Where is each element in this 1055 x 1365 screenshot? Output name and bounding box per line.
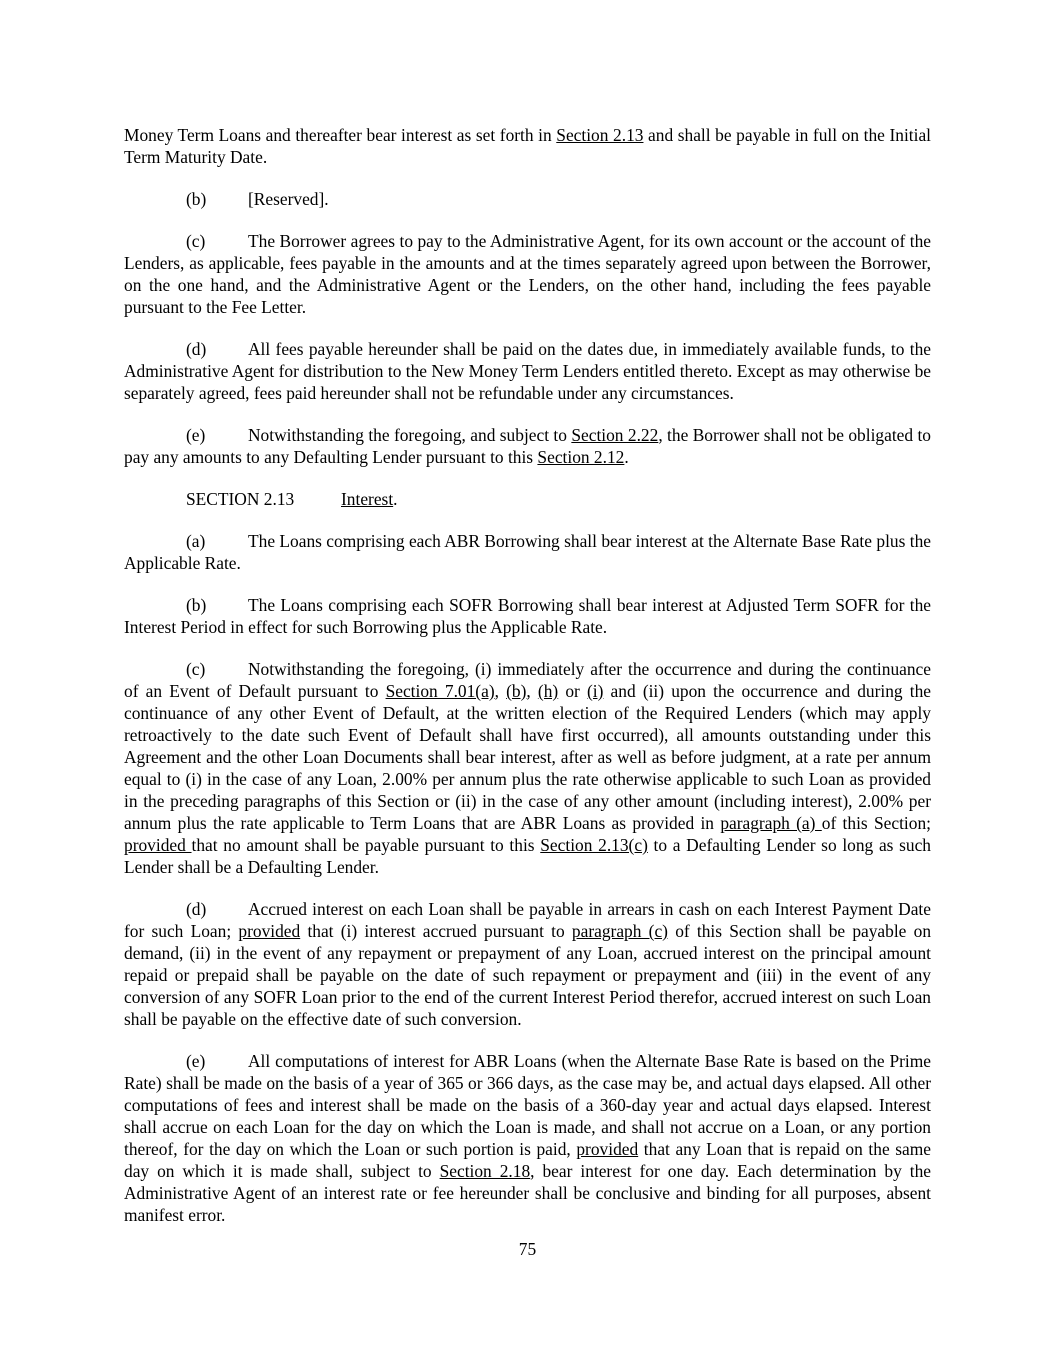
paragraph-text: Accrued interest on each Loan shall be payable in arrears in cash on each Interest Payment Date for such Loan; [124, 899, 931, 941]
document-body [124, 124, 931, 1246]
section-reference: (b) [506, 681, 527, 701]
paragraph-text: Money Term Loans and thereafter bear interest as set forth in [124, 125, 557, 145]
paragraph-text: All fees payable hereunder shall be paid on the dates due, in immediately available funds, to the Administrative Agent for distribution to the New Money Term Lenders entitled thereto. Except as may otherwise be separately agreed, fees paid hereunder shall not be refundable under any circumstances. [124, 339, 931, 403]
section-number: SECTION 2.13 [186, 489, 295, 509]
interest-paragraph-a [124, 530, 931, 574]
paragraph-text: , the Borrower shall not be obligated to pay any amounts to any Defaulting Lender pursuant to this [124, 425, 931, 467]
paragraph-label: (c) [186, 659, 206, 679]
section-reference: Section 2.13(c) [540, 835, 648, 855]
interest-paragraph-d [124, 898, 931, 1030]
paragraph-text: , bear interest for one day. Each determination by the Administrative Agent of an interest rate or fee hereunder shall be conclusive and binding for all purposes, absent manifest error. [124, 1161, 931, 1225]
paragraph-c [124, 230, 931, 318]
paragraph-label: (d) [186, 339, 207, 359]
interest-paragraph-c [124, 658, 931, 878]
paragraph-text: to a Defaulting Lender so long as such Lender shall be a Defaulting Lender. [124, 835, 931, 877]
proviso-term: provided [124, 835, 192, 855]
paragraph-reference: paragraph (a) [720, 813, 822, 833]
paragraph-text: Notwithstanding the foregoing, (i) immediately after the occurrence and during the continuance of an Event of Default pursuant to [124, 659, 931, 701]
section-reference: Section 2.18 [439, 1161, 531, 1181]
paragraph-text: The Loans comprising each ABR Borrowing shall bear interest at the Alternate Base Rate plus the Applicable Rate. [124, 531, 931, 573]
paragraph-text: and shall be payable in full on the Initial Term Maturity Date. [124, 125, 932, 167]
paragraph-text: that no amount shall be payable pursuant to this [191, 835, 541, 855]
section-reference: Section 2.12 [537, 447, 625, 467]
section-reference: Section 2.22 [571, 425, 659, 445]
paragraph-b [124, 188, 931, 210]
paragraph-text: The Loans comprising each SOFR Borrowing shall bear interest at Adjusted Term SOFR for the Interest Period in effect for such Borrowing plus the Applicable Rate. [124, 595, 931, 637]
paragraph-d [124, 338, 931, 404]
paragraph-label: (d) [186, 899, 207, 919]
paragraph-text: [Reserved]. [248, 189, 329, 209]
paragraph-text: of this Section shall be payable on demand, (ii) in the event of any repayment or prepayment of any Loan, accrued interest on the principal amount repaid or prepaid shall be payable on the date of such repayment or prepayment and (iii) in the event of any conversion of any SOFR Loan prior to the end of the current Interest Period therefor, accrued interest on such Loan shall be payable on the effective date of such conversion. [124, 921, 932, 1029]
proviso-term: provided [576, 1139, 639, 1159]
section-heading [124, 488, 931, 510]
paragraph-text: that (i) interest accrued pursuant to [300, 921, 572, 941]
proviso-term: provided [238, 921, 301, 941]
paragraph-label: (c) [186, 231, 206, 251]
section-reference: Section 2.13 [556, 125, 644, 145]
interest-paragraph-e [124, 1050, 931, 1226]
section-reference: (h) [537, 681, 559, 701]
paragraph-text: Notwithstanding the foregoing, and subject to [248, 425, 572, 445]
paragraph-label: (e) [186, 425, 206, 445]
section-reference: Section 7.01(a) [385, 681, 495, 701]
paragraph-text: , [494, 681, 507, 701]
paragraph-text: , [526, 681, 538, 701]
paragraph-text: The Borrower agrees to pay to the Administrative Agent, for its own account or the account of the Lenders, as applicable, fees payable in the amounts and at the times separately agreed upon between the Borrower, on the one hand, and the Administrative Agent or the Lenders, on the other hand, including the fees payable pursuant to the Fee Letter. [124, 231, 931, 317]
paragraph-continuation [124, 124, 931, 168]
section-title-trail: . [393, 489, 398, 509]
paragraph-text: All computations of interest for ABR Loans (when the Alternate Base Rate is based on the Prime Rate) shall be made on the basis of a year of 365 or 366 days, as the case may be, and actual days elapsed. All other computations of fees and interest shall be made on the basis of a 360-day year and actual days elapsed. Interest shall accrue on each Loan for the day on which the Loan is made, and shall not accrue on a Loan, or any portion thereof, for the day on which the Loan or such portion is paid, [124, 1051, 931, 1159]
paragraph-text: that any Loan that is repaid on the same day on which it is made shall, subject to [124, 1139, 931, 1181]
paragraph-e [124, 424, 931, 468]
paragraph-text: of this Section; [821, 813, 931, 833]
section-reference: (i) [586, 681, 604, 701]
paragraph-label: (e) [186, 1051, 206, 1071]
paragraph-label: (b) [186, 595, 207, 615]
paragraph-text: . [624, 447, 629, 467]
paragraph-text: and (ii) upon the occurrence and during the continuance of any other Event of Default, at the written election of the Required Lenders (which may apply retroactively to the date such Event of Default shall have first occurred), all amounts outstanding under this Agreement and the other Loan Documents shall bear interest, after as well as before judgment, at a rate per annum equal to (i) in the case of any Loan, 2.00% per annum plus the rate otherwise applicable to such Loan as provided in the preceding paragraphs of this Section or (ii) in the case of any other amount (including interest), 2.00% per annum plus the rate applicable to Term Loans that are ABR Loans as provided in [124, 681, 932, 833]
paragraph-label: (b) [186, 189, 207, 209]
interest-paragraph-b [124, 594, 931, 638]
section-title: Interest [341, 489, 394, 509]
page-number: 75 [518, 1239, 537, 1259]
paragraph-text: or [558, 681, 587, 701]
paragraph-label: (a) [186, 531, 206, 551]
paragraph-reference: paragraph (c) [571, 921, 668, 941]
